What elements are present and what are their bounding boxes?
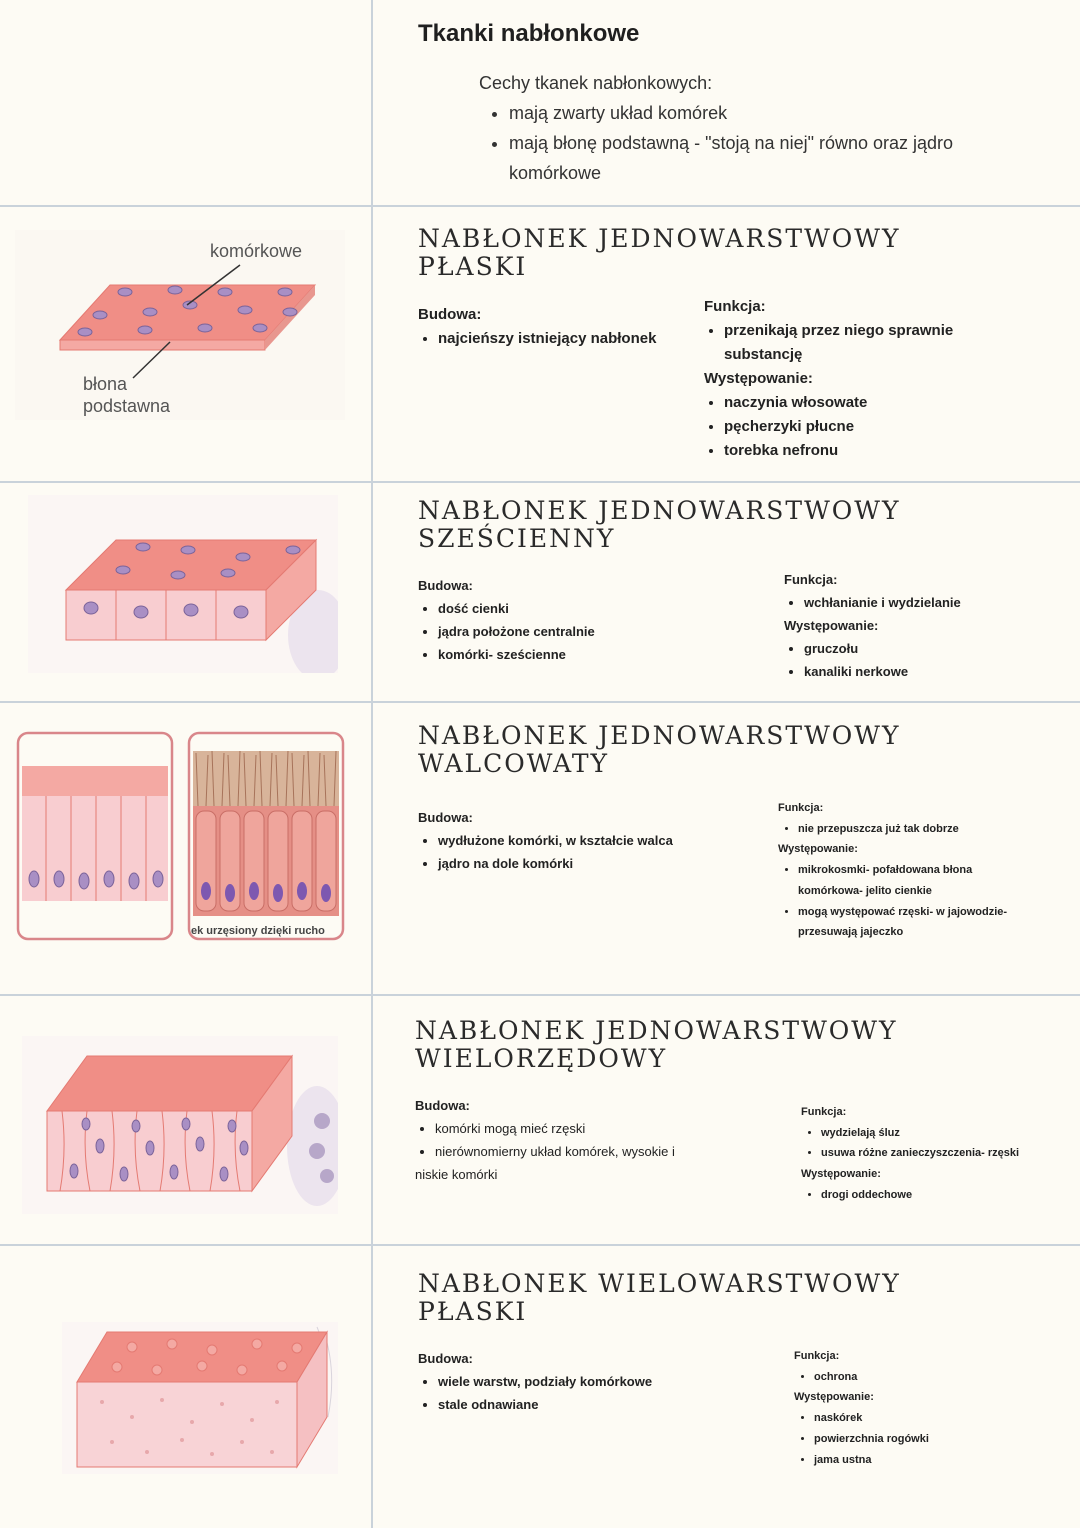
funkcja-block: Funkcja: • przenikają przez niego sprawnie substancję Występowanie: • naczynia włosowate • pęcherzyki płucne • torebka nefronu xyxy=(704,295,974,463)
list-item: • pęcherzyki płucne xyxy=(724,415,974,439)
list-item: • nie przepuszcza już tak dobrze xyxy=(798,819,1053,840)
list-item: • stale odnawiane xyxy=(438,1393,748,1416)
funkcja-block: Funkcja: • wchłanianie i wydzielanie Występowanie: • gruczołu • kanaliki nerkowe xyxy=(784,568,1064,683)
stratified-squamous-epithelium-illustration xyxy=(62,1322,338,1474)
list-item: • mają zwarty układ komórek xyxy=(509,98,969,128)
list-item: • wydzielają śluz xyxy=(821,1123,1061,1144)
section-title: NABŁONEK WIELOWARSTWOWY PŁASKI xyxy=(418,1269,901,1326)
list-item: • drogi oddechowe xyxy=(821,1185,1061,1206)
divider xyxy=(0,205,1080,207)
section-title: NABŁONEK JEDNOWARSTWOWY PŁASKI xyxy=(418,224,901,281)
pseudostratified-epithelium-illustration xyxy=(22,1036,338,1214)
features-intro xyxy=(479,68,969,188)
list-item: • naczynia włosowate xyxy=(724,391,974,415)
list-item: • komórki mogą mieć rzęski xyxy=(435,1117,745,1140)
list-item: • mają błonę podstawną - "stoją na niej" równo oraz jądro komórkowe xyxy=(509,128,969,188)
list-item: • jama ustna xyxy=(814,1450,1044,1471)
cell-label: komórkowe xyxy=(210,241,303,261)
list-item: • kanaliki nerkowe xyxy=(804,660,1064,683)
budowa-block: Budowa: • komórki mogą mieć rzęski • nierównomierny układ komórek, wysokie i niskie komórki xyxy=(415,1094,745,1186)
funkcja-block: Funkcja: • ochrona Występowanie: • naskórek • powierzchnia rogówki • jama ustna xyxy=(794,1346,1044,1470)
list-item: • powierzchnia rogówki xyxy=(814,1429,1044,1450)
section-title: NABŁONEK JEDNOWARSTWOWY WIELORZĘDOWY xyxy=(415,1016,898,1073)
list-item: • usuwa różne zanieczyszczenia- rzęski xyxy=(821,1143,1061,1164)
list-item: • najcieńszy istniejący nabłonek xyxy=(438,327,688,351)
list-item-continuation: niskie komórki xyxy=(415,1167,498,1182)
list-item: • wchłanianie i wydzielanie xyxy=(804,591,1064,614)
list-item: • torebka nefronu xyxy=(724,439,974,463)
list-item: • dość cienki xyxy=(438,597,718,620)
divider xyxy=(0,1244,1080,1246)
cuboidal-epithelium-illustration xyxy=(28,495,338,673)
budowa-block: Budowa: • najcieńszy istniejący nabłonek xyxy=(418,303,688,351)
budowa-block: Budowa: • wydłużone komórki, w kształcie walca • jądro na dole komórki xyxy=(418,806,748,875)
features-list xyxy=(479,98,969,188)
squamous-epithelium-illustration xyxy=(15,230,345,420)
list-item: • komórki- sześcienne xyxy=(438,643,718,666)
membrane-label: podstawna xyxy=(83,396,171,416)
list-item: • przenikają przez niego sprawnie substancję xyxy=(724,319,954,367)
section-title: NABŁONEK JEDNOWARSTWOWY WALCOWATY xyxy=(418,721,901,778)
page-title: Tkanki nabłonkowe xyxy=(418,20,640,47)
list-item: • jądro na dole komórki xyxy=(438,852,748,875)
section-title: NABŁONEK JEDNOWARSTWOWY SZEŚCIENNY xyxy=(418,496,901,553)
membrane-label: błona xyxy=(83,374,128,394)
list-item: • wydłużone komórki, w kształcie walca xyxy=(438,829,748,852)
funkcja-block: Funkcja: • nie przepuszcza już tak dobrze Występowanie: • mikrokosmki- pofałdowana błona komórkowa- jelito cienkie • mogą występować rzęski- w jajowodzie- przesuwają jajeczko xyxy=(778,798,1053,943)
list-item: • mogą występować rzęski- w jajowodzie- przesuwają jajeczko xyxy=(798,902,1028,943)
budowa-block: Budowa: • dość cienki • jądra położone centralnie • komórki- sześcienne xyxy=(418,574,718,666)
image-caption: ek urzęsiony dzięki rucho xyxy=(191,925,325,937)
list-item: • gruczołu xyxy=(804,637,1064,660)
list-item: • ochrona xyxy=(814,1367,1044,1388)
list-item: • naskórek xyxy=(814,1408,1044,1429)
divider xyxy=(0,481,1080,483)
funkcja-block: Funkcja: • wydzielają śluz • usuwa różne zanieczyszczenia- rzęski Występowanie: • drogi oddechowe xyxy=(801,1102,1061,1206)
list-item: • wiele warstw, podziały komórkowe xyxy=(438,1370,748,1393)
list-item: • mikrokosmki- pofałdowana błona komórkowa- jelito cienkie xyxy=(798,860,988,901)
divider xyxy=(0,994,1080,996)
features-heading: Cechy tkanek nabłonkowych: xyxy=(479,73,713,93)
vertical-divider xyxy=(371,0,373,1528)
columnar-epithelium-illustration xyxy=(16,731,346,943)
budowa-block: Budowa: • wiele warstw, podziały komórkowe • stale odnawiane xyxy=(418,1347,748,1416)
list-item: • nierównomierny układ komórek, wysokie i xyxy=(435,1140,745,1163)
divider xyxy=(0,701,1080,703)
list-item: • jądra położone centralnie xyxy=(438,620,718,643)
